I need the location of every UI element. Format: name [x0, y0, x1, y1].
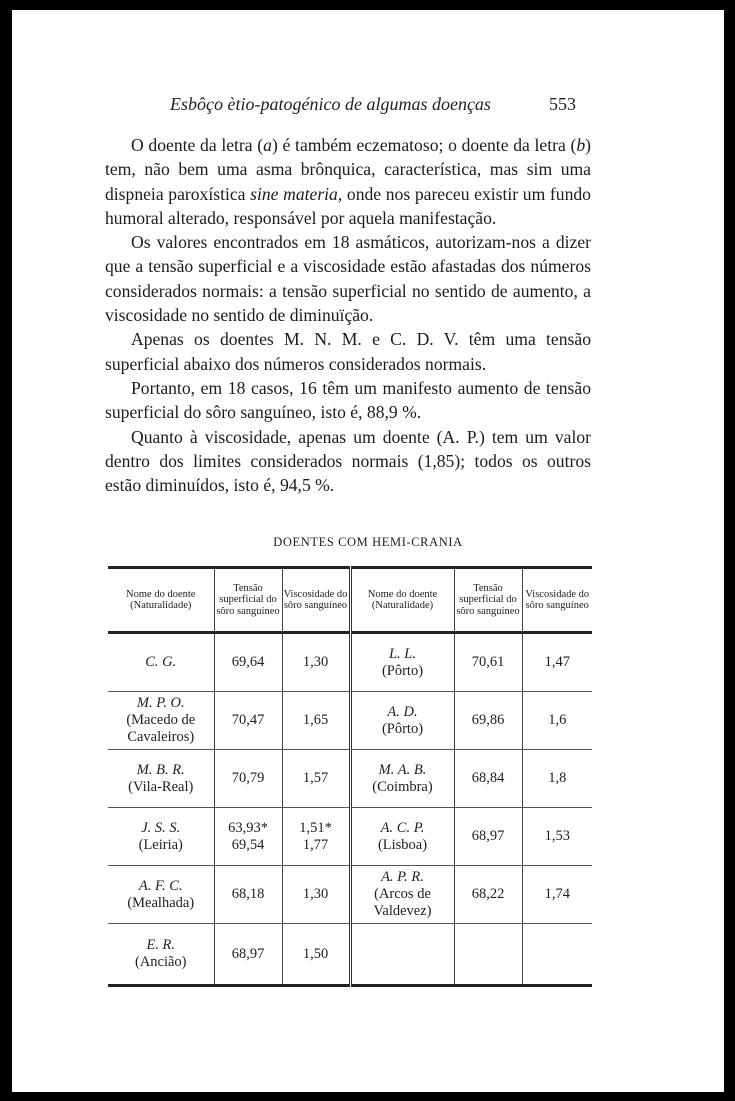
viscosity-cell: 1,47	[522, 633, 592, 692]
col-header-tension-left: Tensão superficial do sôro sanguíneo	[214, 568, 282, 633]
viscosity-cell: 1,6	[522, 692, 592, 750]
page-number: 553	[549, 94, 576, 114]
patient-cell: M. P. O. (Macedo de Cavaleiros)	[108, 692, 214, 750]
tension-cell	[454, 924, 522, 986]
col-header-viscosity-right: Viscosidade do sôro sanguíneo	[522, 568, 592, 633]
body-text	[105, 133, 591, 497]
paragraph: Portanto, em 18 casos, 16 têm um manifesto aumento de tensão superficial do sôro sanguíneo, isto é, 88,9 %.	[105, 377, 591, 423]
book-page	[12, 10, 724, 1092]
tension-cell: 70,47	[214, 692, 282, 750]
viscosity-cell: 1,53	[522, 808, 592, 866]
paragraph: Os valores encontrados em 18 asmáticos, autorizam-nos a dizer que a tensão superficial e a viscosidade estão afastadas dos números considerados normais: a tensão superficial no sentido de aumento, a viscosidade no sentido de diminuïção.	[105, 232, 591, 326]
patient-cell	[350, 924, 454, 986]
viscosity-cell	[522, 924, 592, 986]
patient-cell: M. A. B. (Coimbra)	[350, 750, 454, 808]
col-header-name-left: Nome do doente (Naturalidade)	[108, 568, 214, 633]
tension-cell: 69,64	[214, 633, 282, 692]
tension-cell: 69,86	[454, 692, 522, 750]
table-header-row	[108, 568, 592, 633]
viscosity-cell: 1,30	[282, 633, 350, 692]
patient-cell: C. G.	[108, 633, 214, 692]
table-row	[108, 750, 592, 808]
running-title: Esbôço ètio-patogénico de algumas doenças	[170, 94, 491, 114]
paragraph: O doente da letra (a) é também eczematoso; o doente da letra (b) tem, não bem uma asma brônquica, característica, mas sim uma dispneia paroxística sine materia, onde nos pareceu existir um fundo humoral alterado, responsável por aquela manifestação.	[105, 135, 592, 228]
patient-cell: J. S. S. (Leiria)	[108, 808, 214, 866]
patient-cell: L. L. (Pôrto)	[350, 633, 454, 692]
col-header-name-right: Nome do doente (Naturalidade)	[350, 568, 454, 633]
viscosity-cell: 1,51* 1,77	[282, 808, 350, 866]
viscosity-cell: 1,30	[282, 866, 350, 924]
col-header-viscosity-left: Viscosidade do sôro sanguíneo	[282, 568, 350, 633]
running-header	[12, 94, 724, 118]
tension-cell: 68,18	[214, 866, 282, 924]
viscosity-cell: 1,65	[282, 692, 350, 750]
patient-cell: E. R. (Ancião)	[134, 937, 187, 970]
viscosity-cell: 1,74	[522, 866, 592, 924]
tension-cell: 63,93* 69,54	[214, 808, 282, 866]
patient-cell: A. D. (Pôrto)	[350, 692, 454, 750]
tension-cell: 68,97	[454, 808, 522, 866]
patient-cell: A. C. P. (Lisboa)	[350, 808, 454, 866]
table-row	[108, 633, 592, 692]
data-table	[108, 566, 592, 987]
patient-cell: A. F. C. (Mealhada)	[108, 866, 214, 924]
patient-cell: M. B. R. (Vila-Real)	[108, 750, 214, 808]
tension-cell: 68,22	[454, 866, 522, 924]
viscosity-cell: 1,8	[522, 750, 592, 808]
table-row	[108, 866, 592, 924]
patient-cell: A. P. R. (Arcos de Valdevez)	[350, 866, 454, 924]
col-header-tension-right: Tensão superficial do sôro sanguíneo	[454, 568, 522, 633]
table-row	[108, 692, 592, 750]
viscosity-cell: 1,57	[282, 750, 350, 808]
tension-cell: 70,61	[454, 633, 522, 692]
paragraph: Quanto à viscosidade, apenas um doente (A. P.) tem um valor dentro dos limites considerados normais (1,85); todos os outros estão diminuídos, isto é, 94,5 %.	[105, 426, 591, 496]
tension-cell: 70,79	[214, 750, 282, 808]
paragraph: Apenas os doentes M. N. M. e C. D. V. têm uma tensão superficial abaixo dos números considerados normais.	[105, 329, 591, 374]
viscosity-cell: 1,50	[282, 924, 350, 986]
tension-cell: 68,84	[454, 750, 522, 808]
table-row	[108, 924, 592, 986]
tension-cell: 68,97	[214, 924, 282, 986]
table-caption: DOENTES COM HEMI-CRANIA	[273, 535, 463, 549]
table-row	[108, 808, 592, 866]
